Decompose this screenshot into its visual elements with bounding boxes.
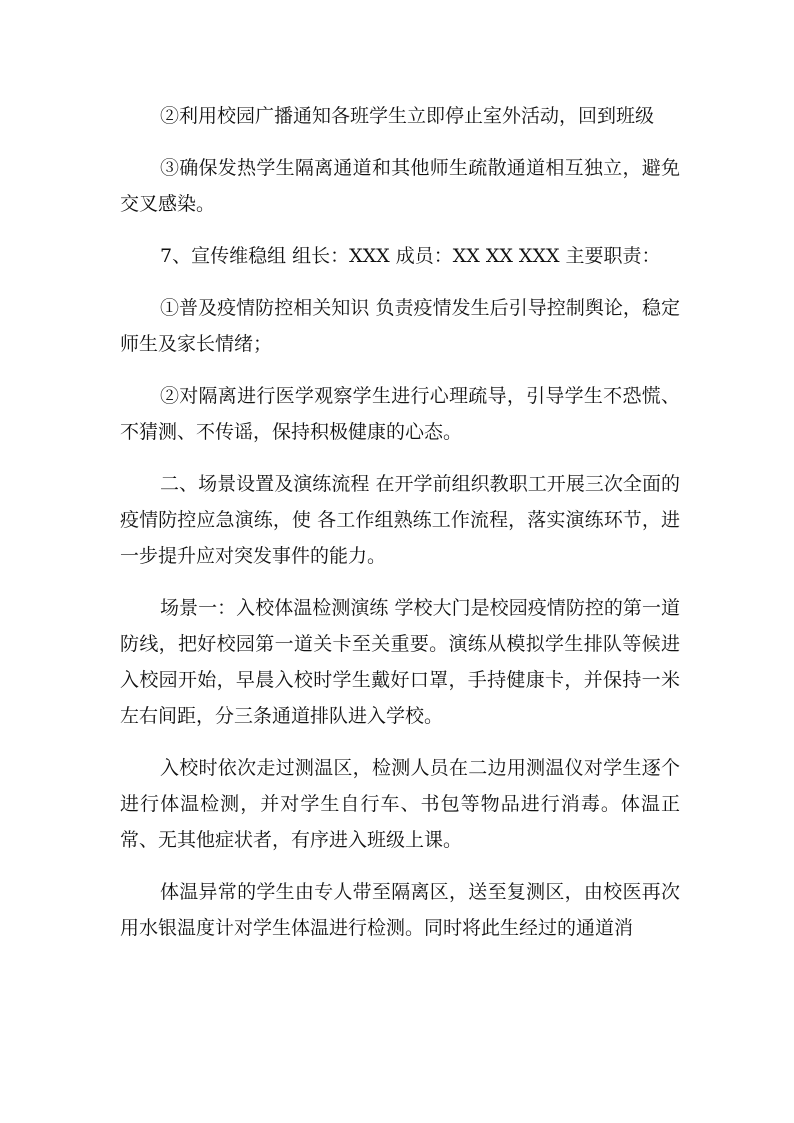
paragraph-section-two: 二、场景设置及演练流程 在开学前组织教职工开展三次全面的疫情防控应急演练，使 各工作组熟练工作流程，落实演练环节，进一步提升应对突发事件的能力。 xyxy=(120,473,680,567)
paragraph-isolation-channel: ③确保发热学生隔离通道和其他师生疏散通道相互独立，避免交叉感染。 xyxy=(120,157,680,215)
document-body xyxy=(120,98,680,962)
paragraph-temperature-check: 入校时依次走过测温区，检测人员在二边用测温仪对学生逐个进行体温检测，并对学生自行车、书包等物品进行消毒。体温正常、无其他症状者，有序进入班级上课。 xyxy=(120,757,680,851)
paragraph-abnormal-temperature: 体温异常的学生由专人带至隔离区，送至复测区，由校医再次用水银温度计对学生体温进行检测。同时将此生经过的通道消 xyxy=(120,881,680,939)
paragraph-knowledge: ①普及疫情防控相关知识 负责疫情发生后引导控制舆论，稳定师生及家长情绪； xyxy=(120,297,680,355)
paragraph-scene-one: 场景一：入校体温检测演练 学校大门是校园疫情防控的第一道防线，把好校园第一道关卡至关重要。演练从模拟学生排队等候进入校园开始，早晨入校时学生戴好口罩，手持健康卡，并保持一米左右间距，分三条通道排队进入学校。 xyxy=(120,597,680,727)
paragraph-broadcast: ②利用校园广播通知各班学生立即停止室外活动，回到班级 xyxy=(160,105,655,127)
paragraph-publicity-group: 7、宣传维稳组 组长：XXX 成员：XX XX XXX 主要职责： xyxy=(160,245,661,267)
paragraph-counseling: ②对隔离进行医学观察学生进行心理疏导，引导学生不恐慌、不猜测、不传谣，保持积极健康的心态。 xyxy=(120,385,680,443)
